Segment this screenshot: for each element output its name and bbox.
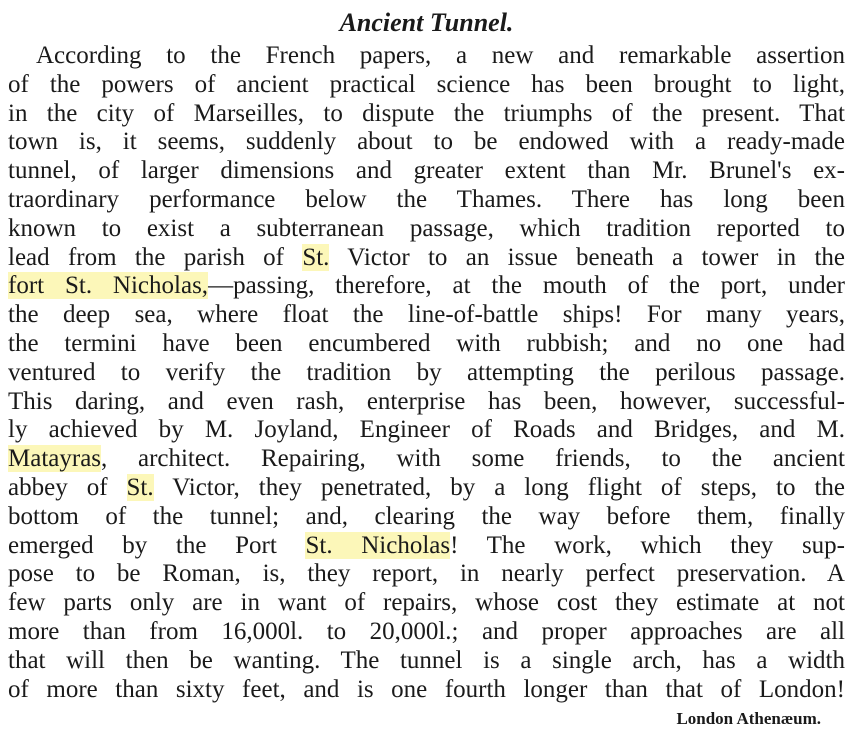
- text-segment: in the city of Marseilles, to dispute the triumphs of the present. That: [8, 99, 845, 127]
- text-line: [8, 388, 845, 417]
- highlighted-text: Matayras: [8, 445, 102, 473]
- text-segment: pose to be Roman, is, they report, in nearly perfect preservation. A: [8, 560, 845, 588]
- text-line: [8, 244, 845, 273]
- text-line: [8, 589, 845, 618]
- text-segment: Victor, they penetrated, by a long flight of steps, to the: [153, 473, 845, 501]
- text-line: [8, 128, 845, 157]
- text-segment: of more than sixty feet, and is one fourth longer than that of London!: [8, 675, 845, 703]
- text-line: [8, 560, 845, 589]
- text-segment: more than from 16,000l. to 20,000l.; and proper approaches are all: [8, 617, 845, 645]
- text-line: [8, 647, 845, 676]
- text-segment: traordinary performance below the Thames. There has long been: [8, 185, 845, 213]
- text-line: [8, 100, 845, 129]
- text-line: [8, 503, 845, 532]
- text-segment: ventured to verify the tradition by attempting the perilous passage.: [8, 358, 845, 386]
- text-line: [8, 676, 845, 705]
- text-line: [8, 532, 845, 561]
- text-segment: of the powers of ancient practical science has been brought to light,: [8, 70, 845, 98]
- text-line: [8, 330, 845, 359]
- text-segment: that will then be wanting. The tunnel is a single arch, has a width: [8, 646, 845, 674]
- text-line: [8, 445, 845, 474]
- text-segment: ly achieved by M. Joyland, Engineer of Roads and Bridges, and M.: [8, 416, 845, 444]
- highlighted-text: St.: [302, 243, 330, 271]
- text-line: [8, 618, 845, 647]
- text-segment: known to exist a subterranean passage, which tradition reported to: [8, 214, 845, 242]
- text-segment: Victor to an issue beneath a tower in the: [329, 243, 845, 271]
- text-line: [8, 359, 845, 388]
- text-segment: tunnel, of larger dimensions and greater extent than Mr. Brunel's ex-: [8, 157, 845, 185]
- text-segment: , architect. Repairing, with some friends, to the ancient: [101, 445, 845, 473]
- text-segment: bottom of the tunnel; and, clearing the way before them, finally: [8, 502, 845, 530]
- text-segment: the termini have been encumbered with rubbish; and no one had: [8, 329, 845, 357]
- text-segment: ! The work, which they sup-: [450, 531, 845, 559]
- text-segment: emerged by the Port: [8, 531, 306, 559]
- source-attribution: London Athenæum.: [676, 709, 821, 729]
- text-line: [8, 474, 845, 503]
- text-segment: lead from the parish of: [8, 243, 303, 271]
- highlighted-text: St.: [126, 473, 154, 501]
- highlighted-text: St. Nicholas: [305, 531, 451, 559]
- text-segment: few parts only are in want of repairs, whose cost they estimate at not: [8, 589, 845, 617]
- text-segment: the deep sea, where float the line-of-battle ships! For many years,: [8, 301, 845, 329]
- text-line: [8, 186, 845, 215]
- text-line: [8, 71, 845, 100]
- text-line: [8, 157, 845, 186]
- text-line: [8, 215, 845, 244]
- text-segment: This daring, and even rash, enterprise has been, however, successful-: [8, 387, 845, 415]
- text-segment: abbey of: [8, 473, 127, 501]
- text-line: [8, 416, 845, 445]
- text-line: [8, 301, 845, 330]
- text-segment: According to the French papers, a new and remarkable assertion: [36, 42, 845, 69]
- article-title: Ancient Tunnel.: [339, 8, 514, 37]
- text-line: [8, 42, 845, 71]
- highlighted-text: fort St. Nicholas,: [8, 272, 209, 300]
- article-body: [8, 42, 845, 704]
- text-line: [8, 272, 845, 301]
- text-segment: —passing, therefore, at the mouth of the port, under: [208, 272, 845, 300]
- text-segment: town is, it seems, suddenly about to be endowed with a ready-made: [8, 128, 845, 156]
